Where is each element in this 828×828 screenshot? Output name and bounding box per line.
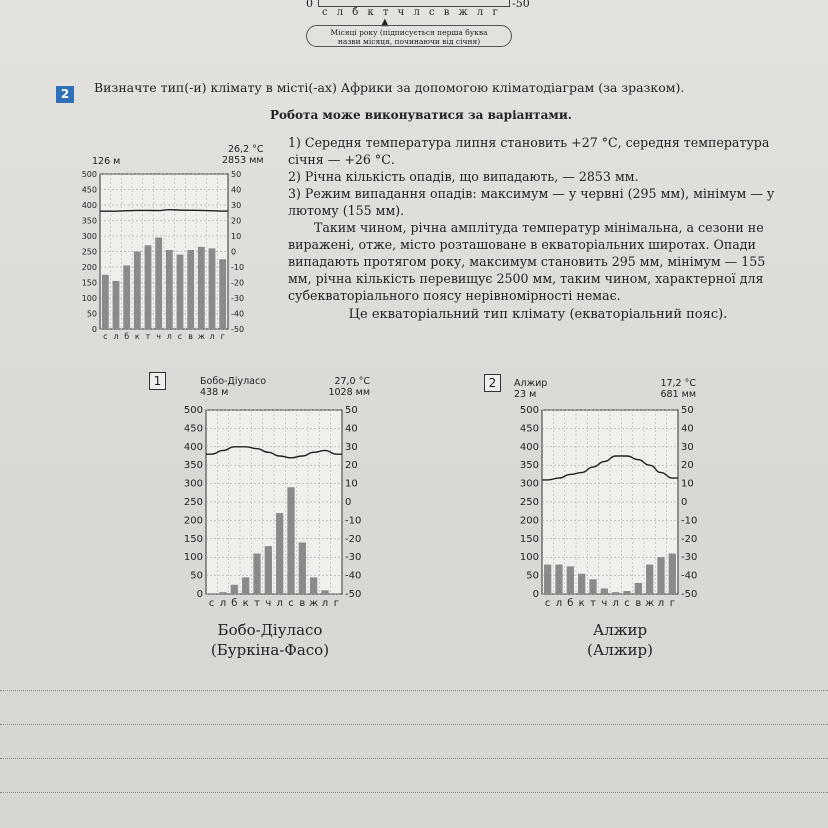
month-label: г [220, 332, 225, 341]
precip-bar [321, 590, 328, 594]
answer-line [0, 792, 828, 793]
temp-tick-label: -30 [681, 552, 698, 564]
temp-tick-label: -50 [681, 589, 698, 600]
chart-1-caption-country: (Буркіна-Фасо) [210, 641, 330, 659]
precip-bar [187, 250, 194, 329]
precip-tick-label: 0 [532, 589, 539, 600]
month-label: в [299, 598, 306, 609]
precip-tick-label: 100 [81, 294, 97, 303]
precip-bar [612, 592, 619, 594]
month-label: л [321, 598, 329, 609]
month-label: г [333, 598, 339, 609]
temp-tick-label: 20 [681, 460, 694, 472]
chart-1-left-header [200, 376, 266, 398]
explanation-item-1: 1) Середня температура липня становить +27 °С, середня температура січня — +26 °С. [288, 135, 770, 167]
month-label: с [177, 332, 183, 341]
temp-tick-label: -30 [345, 552, 362, 564]
precip-bar [134, 252, 141, 330]
month-label: т [590, 598, 596, 609]
precip-bar [623, 591, 630, 594]
temp-tick-label: 10 [681, 478, 694, 490]
precip-bar [219, 592, 226, 594]
precip-tick-label: 350 [519, 460, 539, 472]
months-note-line2: назви місяця, починаючи від січня) [337, 37, 481, 46]
month-label: л [209, 332, 215, 341]
month-label: б [567, 598, 574, 609]
precip-tick-label: 50 [526, 570, 539, 582]
sample-precip: 2853 мм [222, 155, 264, 166]
precip-tick-label: 200 [183, 515, 203, 527]
chart-2-temp: 17,2 °С [660, 378, 696, 389]
precip-tick-label: 100 [183, 552, 203, 564]
precip-bar [155, 238, 162, 329]
precip-bar [333, 593, 340, 594]
precip-tick-label: 200 [519, 515, 539, 527]
month-label: в [188, 332, 194, 341]
chart-1-city: Бобо-Діуласо [200, 376, 267, 387]
precip-bar [589, 579, 596, 594]
precip-bar [145, 245, 152, 329]
precip-tick-label: 450 [519, 423, 539, 435]
chart-2-precip: 681 мм [660, 389, 696, 400]
precip-tick-label: 250 [183, 497, 203, 508]
explanation-paragraph: Таким чином, річна амплітуда температур мінімальна, а сезони не виражені, отже, місто розташоване в екваторіальних широтах. Опади випадають протягом року, максимум становить 295 мм, мінімум — 155 мм, річна кількість перевищує 2500 мм, таким чином, характерної для субекваторіального поясу нерівномірності немає. [288, 220, 766, 303]
temp-tick-label: 40 [345, 423, 358, 435]
precip-tick-label: 150 [519, 533, 539, 545]
month-label: к [134, 332, 140, 341]
temp-tick-label: -20 [345, 533, 362, 545]
months-note-line1: Місяці року (підписується перша буква [330, 28, 488, 37]
precip-bar [601, 588, 608, 594]
explanation-conclusion: Це екваторіальний тип клімату (екваторіальний пояс). [348, 307, 728, 322]
answer-line [0, 690, 828, 691]
precip-tick-label: 350 [81, 216, 97, 226]
precip-bar [567, 566, 574, 594]
chart-2-city: Алжир [514, 378, 548, 389]
precip-tick-label: 300 [519, 478, 539, 490]
axis-baseline [318, 0, 510, 7]
precip-bar [635, 583, 642, 594]
temp-tick-label: 30 [681, 441, 694, 453]
chart-1-caption [190, 620, 350, 660]
month-label: ж [309, 598, 319, 609]
precip-bar [276, 513, 283, 594]
precip-tick-label: 0 [196, 589, 203, 600]
month-label: к [578, 598, 585, 609]
chart-2-altitude: 23 м [514, 389, 537, 400]
task-number-badge: 2 [56, 86, 74, 103]
precip-tick-label: 200 [81, 263, 97, 272]
month-label: с [624, 598, 630, 609]
temp-tick-label: 0 [681, 497, 688, 508]
month-label: л [555, 598, 563, 609]
precip-tick-label: 400 [519, 441, 539, 453]
precip-bar [208, 593, 215, 594]
temp-tick-label: -20 [231, 278, 245, 288]
precip-bar [669, 554, 676, 594]
precip-bar [555, 565, 562, 594]
precip-bar [544, 565, 551, 594]
month-label: л [657, 598, 665, 609]
precip-tick-label: 250 [519, 497, 539, 508]
chart-2-left-header [514, 378, 547, 400]
precip-bar [209, 248, 216, 329]
temp-tick-label: 0 [345, 497, 352, 508]
chart-2-caption-country: (Алжир) [587, 641, 653, 659]
month-label: б [231, 598, 238, 609]
explanation-item-2: 2) Річна кількість опадів, що випадають, — 2853 мм. [288, 169, 639, 184]
month-label: б [124, 332, 130, 341]
precip-tick-label: 0 [91, 325, 97, 334]
chart-1-caption-city: Бобо-Діуласо [217, 621, 323, 639]
precip-bar [113, 281, 120, 329]
month-label: с [103, 332, 108, 341]
precip-bar [102, 275, 109, 329]
month-label: т [254, 598, 260, 609]
temp-tick-label: 10 [231, 232, 242, 241]
month-label: ч [156, 332, 162, 341]
month-label: к [242, 598, 249, 609]
precip-tick-label: 450 [183, 423, 203, 435]
chart-2-caption [545, 620, 695, 660]
axis-minus-label: -50 [512, 0, 530, 10]
precip-bar [287, 487, 294, 594]
chart-2-right-header [646, 378, 696, 400]
chart-1-altitude: 438 м [200, 387, 229, 398]
temp-tick-label: -40 [345, 570, 362, 582]
precip-tick-label: 500 [519, 405, 539, 416]
temp-tick-label: 50 [345, 405, 358, 416]
precip-tick-label: 300 [81, 232, 97, 241]
temp-tick-label: 20 [345, 460, 358, 472]
precip-bar [253, 554, 260, 594]
temp-tick-label: 30 [345, 441, 358, 453]
chart-2-caption-city: Алжир [592, 621, 648, 639]
precip-bar [219, 259, 226, 329]
month-label: л [113, 332, 119, 341]
temp-tick-label: -50 [345, 589, 362, 600]
temp-tick-label: -20 [681, 533, 698, 545]
sample-climate-chart [78, 166, 268, 346]
precip-tick-label: 450 [81, 185, 97, 195]
precip-bar [657, 557, 664, 594]
month-label: ж [197, 332, 205, 341]
temp-tick-label: 20 [231, 216, 242, 226]
temp-tick-label: 30 [231, 201, 242, 210]
chart-1-precip: 1028 мм [328, 387, 370, 398]
precip-tick-label: 150 [81, 278, 97, 288]
precip-bar [123, 265, 130, 329]
variant-note: Робота може виконуватися за варіантами. [270, 108, 572, 122]
precip-tick-label: 500 [183, 405, 203, 416]
answer-line [0, 758, 828, 759]
precip-bar [177, 255, 184, 329]
precip-tick-label: 100 [519, 552, 539, 564]
month-label: г [669, 598, 675, 609]
month-label: ч [265, 598, 272, 609]
precip-bar [265, 546, 272, 594]
explanation-item-3: 3) Режим випадання опадів: максимум — у червні (295 мм), мінімум — у лютому (155 мм). [288, 186, 775, 218]
month-label: с [544, 598, 551, 609]
month-label: в [635, 598, 642, 609]
temp-tick-label: -40 [681, 570, 698, 582]
temp-tick-label: -50 [231, 325, 245, 334]
temp-tick-label: -10 [345, 515, 362, 527]
temp-tick-label: 0 [231, 247, 237, 257]
precip-bar [198, 247, 205, 329]
months-note [306, 25, 512, 47]
sample-temp: 26,2 °С [227, 144, 264, 155]
precip-bar [299, 542, 306, 594]
precip-bar [310, 577, 317, 594]
precip-tick-label: 50 [86, 309, 97, 319]
month-label: л [219, 598, 227, 609]
temp-tick-label: 40 [681, 423, 694, 435]
sample-altitude: 126 м [92, 156, 121, 167]
up-arrow-icon: ▲ [381, 17, 389, 28]
month-label: с [288, 598, 294, 609]
temp-tick-label: 50 [231, 170, 242, 179]
precip-bar [166, 250, 173, 329]
temp-tick-label: 40 [231, 185, 242, 195]
temp-tick-label: -10 [231, 263, 245, 272]
month-label: л [276, 598, 283, 609]
bobo-dioulasso-climate-chart [170, 402, 380, 616]
precip-bar [231, 585, 238, 594]
chart-1-number: 1 [149, 372, 166, 390]
explanation [288, 134, 788, 323]
task-text: Визначте тип(-и) клімату в місті(-ах) Африки за допомогою кліматодіаграм (за зразком). [94, 80, 685, 95]
temp-tick-label: 10 [345, 478, 358, 490]
month-label: л [612, 598, 619, 609]
temp-tick-label: 50 [681, 405, 694, 416]
chart-1-temp: 27,0 °С [334, 376, 370, 387]
temp-tick-label: -30 [231, 294, 245, 303]
precip-bar [578, 574, 585, 594]
temp-tick-label: -10 [681, 515, 698, 527]
precip-tick-label: 250 [81, 247, 97, 257]
precip-tick-label: 500 [81, 170, 97, 179]
chart-2-number: 2 [484, 374, 501, 392]
precip-bar [242, 577, 249, 594]
chart-1-right-header [318, 376, 370, 398]
month-label: с [208, 598, 215, 609]
month-label: т [145, 332, 151, 341]
precip-tick-label: 400 [81, 201, 97, 210]
precip-tick-label: 50 [190, 570, 203, 582]
precip-bar [646, 565, 653, 594]
precip-tick-label: 350 [183, 460, 203, 472]
axis-zero-label: 0 [306, 0, 313, 10]
precip-tick-label: 150 [183, 533, 203, 545]
month-label: ч [601, 598, 608, 609]
algiers-climate-chart [500, 402, 716, 616]
previous-months-row: с л б к т ч л с в ж л г [322, 7, 501, 18]
month-label: ж [645, 598, 655, 609]
month-label: л [166, 332, 172, 341]
answer-line [0, 724, 828, 725]
temp-tick-label: -40 [231, 309, 245, 319]
precip-tick-label: 300 [183, 478, 203, 490]
sample-header [222, 144, 264, 166]
precip-tick-label: 400 [183, 441, 203, 453]
